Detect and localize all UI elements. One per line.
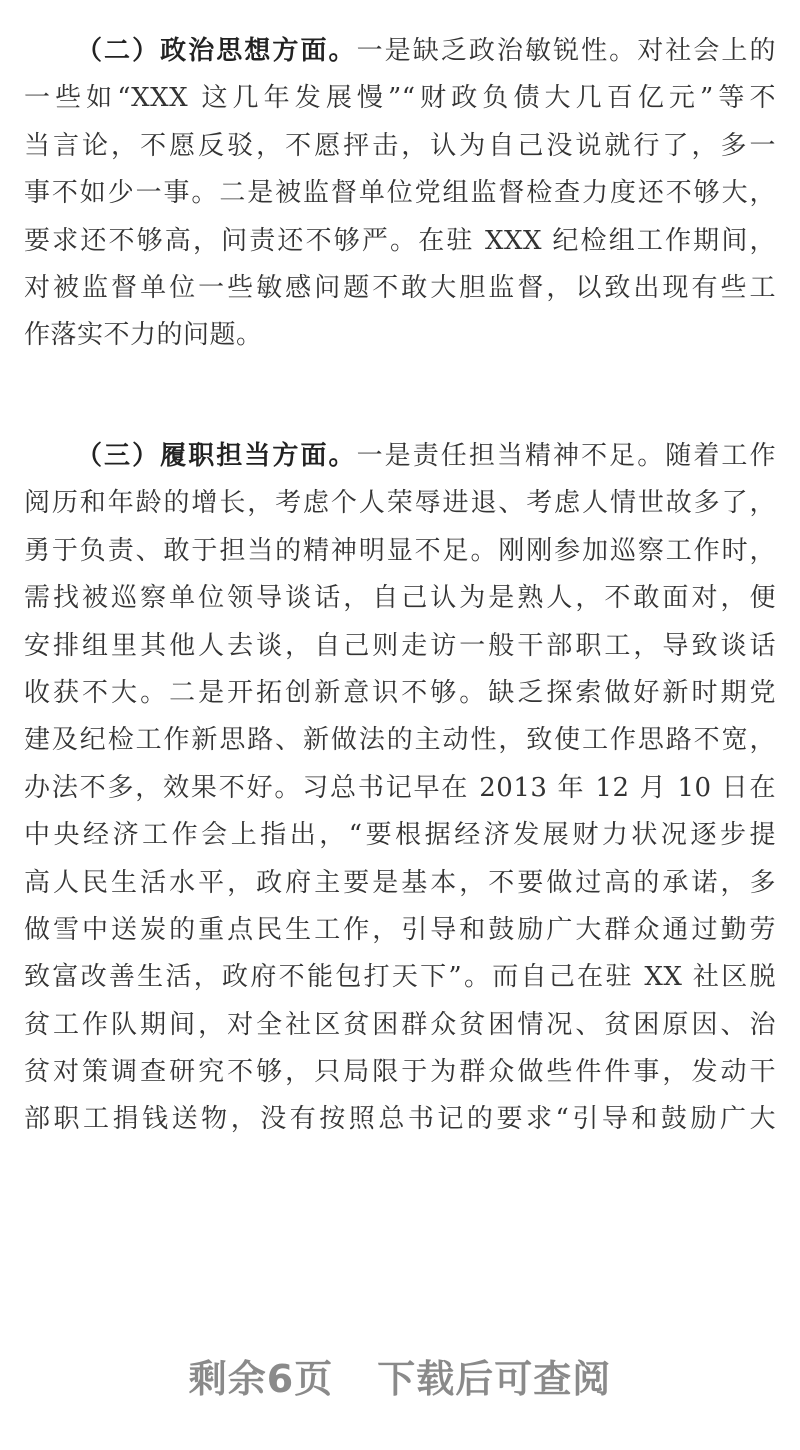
download-prompt-banner[interactable] xyxy=(0,1348,800,1403)
text-line: 办法不多，效果不好。习总书记早在 2013 年 12 月 10 日在 xyxy=(24,772,776,803)
text-line: 要求还不够高，问责还不够严。在驻 XXX 纪检组工作期间， xyxy=(24,225,776,256)
text-line: 事不如少一事。二是被监督单位党组监督检查力度还不够大， xyxy=(24,178,776,209)
paragraph-duty-responsibility xyxy=(24,433,776,1144)
paragraph-political-thought xyxy=(24,28,776,360)
remaining-pages-label: 剩余6页 xyxy=(188,1357,334,1401)
text-line: 一些如“XXX 这几年发展慢”“财政负债大几百亿元”等不 xyxy=(24,83,776,114)
text-line xyxy=(24,433,776,480)
text-line: 需找被巡察单位领导谈话，自己认为是熟人，不敢面对，便 xyxy=(24,583,776,614)
text-line: 作落实不力的问题。 xyxy=(24,320,263,351)
text-line: 致富改善生活，政府不能包打天下”。而自己在驻 XX 社区脱 xyxy=(24,962,776,993)
text-line xyxy=(24,28,776,75)
text-line: 安排组里其他人去谈，自己则走访一般干部职工，导致谈话 xyxy=(24,630,776,661)
text-line: 部职工捐钱送物，没有按照总书记的要求“引导和鼓励广大 xyxy=(24,1104,776,1135)
text-line: 高人民生活水平，政府主要是基本，不要做过高的承诺，多 xyxy=(24,867,776,898)
text-line: 当言论，不愿反驳，不愿抨击，认为自己没说就行了，多一 xyxy=(24,130,776,161)
text-line: 阅历和年龄的增长，考虑个人荣辱进退、考虑人情世故多了， xyxy=(24,488,776,519)
text-run: 一是缺乏政治敏锐性。对社会上的 xyxy=(356,36,776,66)
download-to-view-label: 下载后可查阅 xyxy=(377,1357,612,1401)
text-line: 建及纪检工作新思路、新做法的主动性，致使工作思路不宽， xyxy=(24,725,776,756)
text-line: 收获不大。二是开拓创新意识不够。缺乏探索做好新时期党 xyxy=(24,677,776,708)
text-line: 贫对策调查研究不够，只局限于为群众做些件件事，发动干 xyxy=(24,1057,776,1088)
text-run: 一是责任担当精神不足。随着工作 xyxy=(356,441,776,471)
text-line: 贫工作队期间，对全社区贫困群众贫困情况、贫困原因、治 xyxy=(24,1009,776,1040)
text-line: 对被监督单位一些敏感问题不敢大胆监督，以致出现有些工 xyxy=(24,272,776,303)
text-line: 中央经济工作会上指出，“要根据经济发展财力状况逐步提 xyxy=(24,820,776,851)
section-heading: （三）履职担当方面。 xyxy=(76,441,357,471)
text-line: 做雪中送炭的重点民生工作，引导和鼓励广大群众通过勤劳 xyxy=(24,914,776,945)
text-line: 勇于负责、敢于担当的精神明显不足。刚刚参加巡察工作时， xyxy=(24,535,776,566)
section-heading: （二）政治思想方面。 xyxy=(76,36,357,66)
